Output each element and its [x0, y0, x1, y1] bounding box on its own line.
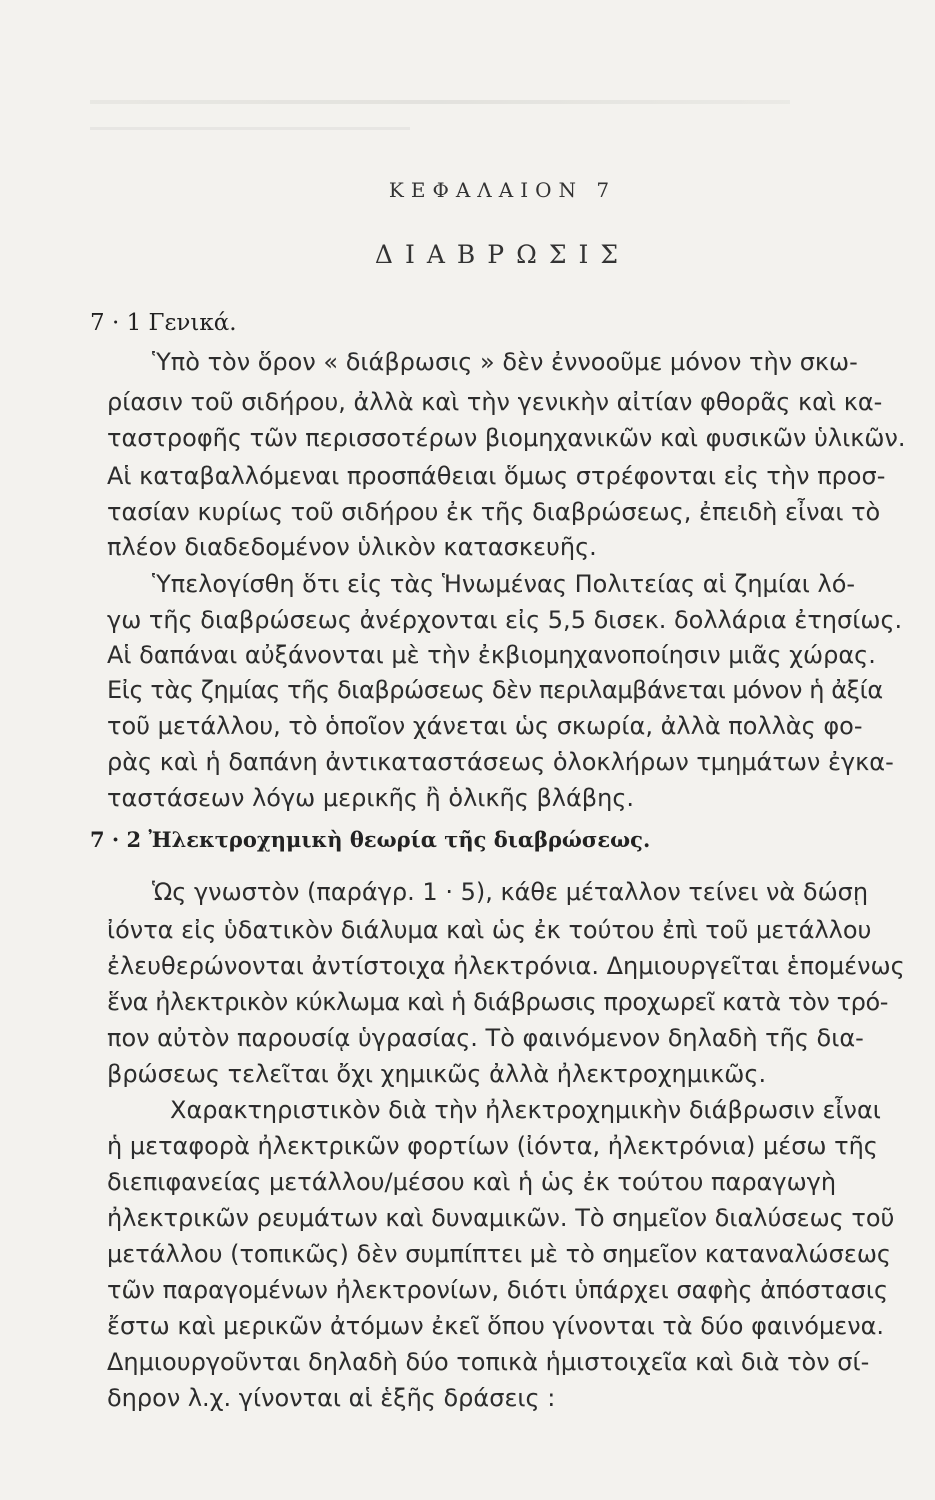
text-line: γω τῆς διαβρώσεως ἀνέρχονται εἰς 5,5 δισεκ. δολλάρια ἐτησίως.: [107, 606, 903, 634]
text-line: βρώσεως τελεῖται ὄχι χημικῶς ἀλλὰ ἠλεκτροχημικῶς.: [107, 1060, 767, 1088]
text-line: Εἰς τὰς ζημίας τῆς διαβρώσεως δὲν περιλαμβάνεται μόνον ἡ ἀξία: [107, 676, 883, 704]
chapter-title: ΔΙΑΒΡΩΣΙΣ: [374, 240, 631, 269]
text-line: ταστάσεων λόγω μερικῆς ἢ ὁλικῆς βλάβης.: [107, 784, 635, 812]
text-line: πον αὐτὸν παρουσίᾳ ὑγρασίας. Τὸ φαινόμενον δηλαδὴ τῆς δια-: [107, 1024, 864, 1052]
text-line: ρίασιν τοῦ σιδήρου, ἀλλὰ καὶ τὴν γενικὴν αἰτίαν φθορᾶς καὶ κα-: [107, 388, 883, 416]
section-heading: 7 · 2 Ἠλεκτροχημικὴ θεωρία τῆς διαβρώσεως.: [90, 827, 651, 852]
text-line: διεπιφανείας μετάλλου/μέσου καὶ ἡ ὡς ἐκ τούτου παραγωγὴ: [107, 1168, 837, 1196]
text-line: ἠλεκτρικῶν ρευμάτων καὶ δυναμικῶν. Τὸ σημεῖον διαλύσεως τοῦ: [107, 1204, 895, 1232]
text-line: Δημιουργοῦνται δηλαδὴ δύο τοπικὰ ἡμιστοιχεῖα καὶ διὰ τὸν σί-: [107, 1348, 870, 1376]
text-line: Ὑπελογίσθη ὅτι εἰς τὰς Ἡνωμένας Πολιτείας αἱ ζημίαι λό-: [152, 570, 856, 598]
text-line: Ὑπὸ τὸν ὅρον « διάβρωσις » δὲν ἐννοοῦμε μόνον τὴν σκω-: [152, 348, 858, 376]
text-line: ἔστω καὶ μερικῶν ἀτόμων ἐκεῖ ὅπου γίνονται τὰ δύο φαινόμενα.: [107, 1312, 885, 1340]
text-line: μετάλλου (τοπικῶς) δὲν συμπίπτει μὲ τὸ σημεῖον καταναλώσεως: [107, 1240, 892, 1268]
text-line: τοῦ μετάλλου, τὸ ὁποῖον χάνεται ὡς σκωρία, ἀλλὰ πολλὰς φο-: [107, 712, 863, 740]
text-line: τασίαν κυρίως τοῦ σιδήρου ἐκ τῆς διαβρώσεως, ἐπειδὴ εἶναι τὸ: [107, 498, 881, 526]
text-line: δηρον λ.χ. γίνονται αἱ ἑξῆς δράσεις :: [107, 1384, 556, 1412]
show-through-text: [90, 100, 790, 104]
chapter-label: ΚΕΦΑΛΑΙΟΝ 7: [388, 178, 617, 202]
text-line: ἕνα ἠλεκτρικὸν κύκλωμα καὶ ἡ διάβρωσις προχωρεῖ κατὰ τὸν τρό-: [107, 988, 889, 1016]
text-line: ἰόντα εἰς ὑδατικὸν διάλυμα καὶ ὡς ἐκ τούτου ἐπὶ τοῦ μετάλλου: [107, 916, 872, 944]
text-line: πλέον διαδεδομένον ὑλικὸν κατασκευῆς.: [107, 533, 597, 561]
text-line: ἐλευθερώνονται ἀντίστοιχα ἠλεκτρόνια. Δημιουργεῖται ἑπομένως: [107, 952, 905, 980]
text-line: Χαρακτηριστικὸν διὰ τὴν ἠλεκτροχημικὴν διάβρωσιν εἶναι: [170, 1096, 881, 1124]
text-line: Ὡς γνωστὸν (παράγρ. 1 · 5), κάθε μέταλλον τείνει νὰ δώσῃ: [152, 878, 869, 906]
text-line: Αἱ δαπάναι αὐξάνονται μὲ τὴν ἐκβιομηχανοποίησιν μιᾶς χώρας.: [107, 641, 876, 669]
text-line: τῶν παραγομένων ἠλεκτρονίων, διότι ὑπάρχει σαφὴς ἀπόστασις: [107, 1276, 889, 1304]
section-heading: 7 · 1 Γενικά.: [90, 310, 237, 336]
text-line: ἡ μεταφορὰ ἠλεκτρικῶν φορτίων (ἰόντα, ἠλεκτρόνια) μέσω τῆς: [107, 1132, 878, 1160]
text-line: ταστροφῆς τῶν περισσοτέρων βιομηχανικῶν καὶ φυσικῶν ὑλικῶν.: [107, 424, 906, 452]
text-line: ρὰς καὶ ἡ δαπάνη ἀντικαταστάσεως ὁλοκλήρων τμημάτων ἐγκα-: [107, 748, 894, 776]
show-through-text: [90, 127, 410, 130]
text-line: Αἱ καταβαλλόμεναι προσπάθειαι ὅμως στρέφονται εἰς τὴν προσ-: [107, 462, 886, 490]
